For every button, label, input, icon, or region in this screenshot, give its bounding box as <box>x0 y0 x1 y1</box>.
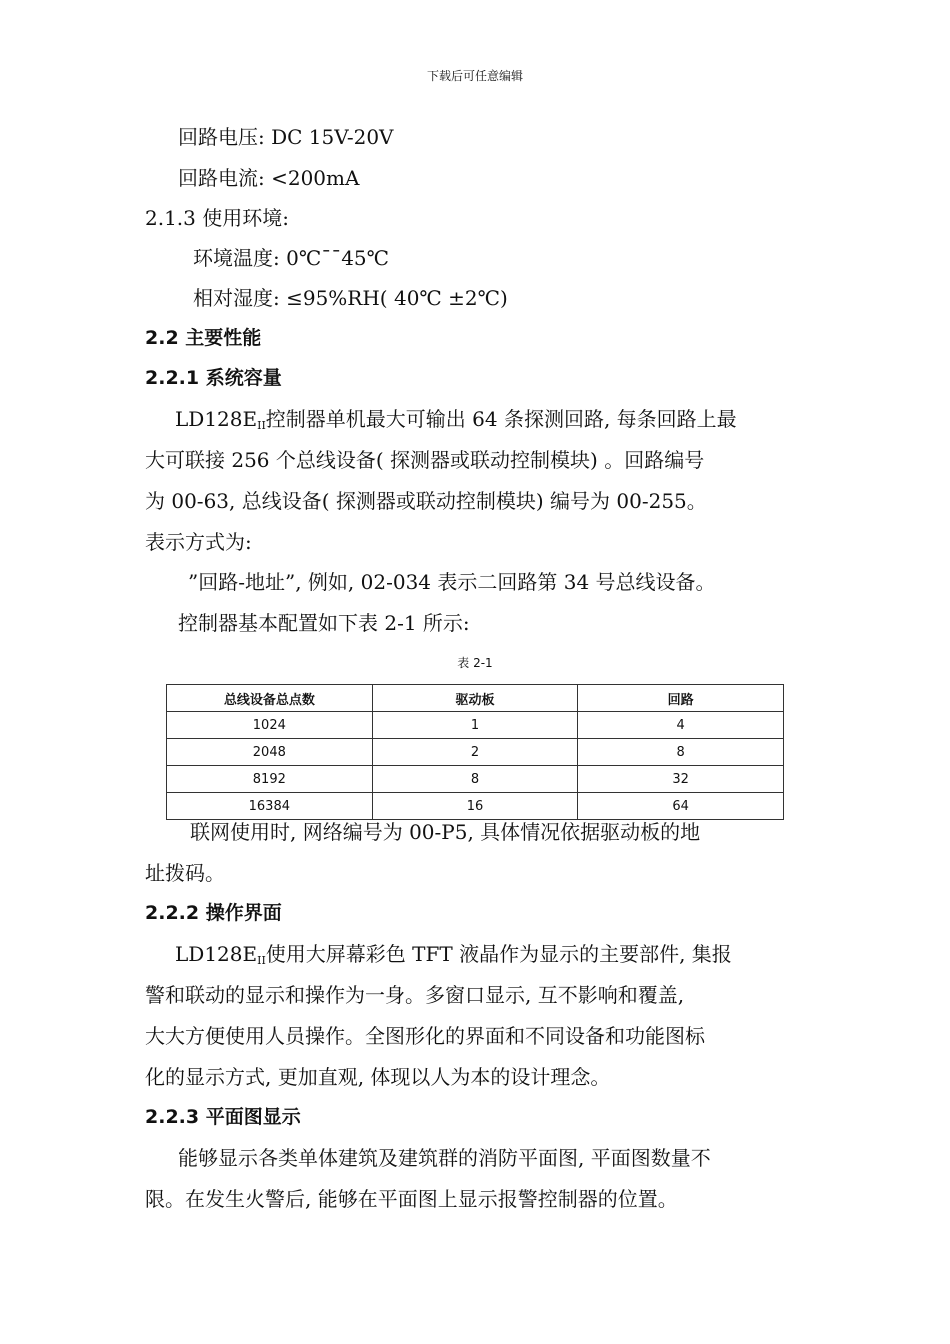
paragraph-text: 控制器单机最大可输出 64 条探测回路, 每条回路上最 <box>265 407 737 431</box>
table-row <box>167 712 784 739</box>
section-2-2-1-heading: 2.2.1 系统容量 <box>145 367 282 389</box>
table-cell: 8 <box>372 766 578 793</box>
table-row <box>167 793 784 820</box>
table-header-cell: 驱动板 <box>372 685 578 712</box>
table-cell: 64 <box>578 793 784 820</box>
paragraph-ui-line-1 <box>175 940 732 975</box>
table-header-row <box>167 685 784 712</box>
paragraph-capacity-line-2: 大可联接 256 个总线设备( 探测器或联动控制模块) 。回路编号 <box>145 448 705 472</box>
table-cell: 1 <box>372 712 578 739</box>
paragraph-ui-line-4: 化的显示方式, 更加直观, 体现以人为本的设计理念。 <box>145 1065 611 1089</box>
model-subscript: II <box>257 419 266 432</box>
page-header: 下载后可任意编辑 <box>426 69 523 83</box>
table-cell: 16 <box>372 793 578 820</box>
model-subscript: II <box>257 954 266 967</box>
network-line-1: 联网使用时, 网络编号为 00-P5, 具体情况依据驱动板的地 <box>190 820 701 844</box>
paragraph-capacity-line-1 <box>175 405 737 440</box>
table-cell: 8 <box>578 739 784 766</box>
config-table <box>166 684 784 820</box>
table-row <box>167 739 784 766</box>
table-cell: 1024 <box>167 712 373 739</box>
relative-humidity-line: 相对湿度: ≤95%RH( 40℃ ±2℃) <box>193 286 508 310</box>
table-cell: 4 <box>578 712 784 739</box>
table-header-cell: 回路 <box>578 685 784 712</box>
table-cell: 32 <box>578 766 784 793</box>
table-header-cell: 总线设备总点数 <box>167 685 373 712</box>
loop-current-line: 回路电流: <200mA <box>178 166 360 190</box>
paragraph-capacity-line-3: 为 00-63, 总线设备( 探测器或联动控制模块) 编号为 00-255。 <box>145 489 707 513</box>
paragraph-text: 使用大屏幕彩色 TFT 液晶作为显示的主要部件, 集报 <box>265 942 732 966</box>
address-format-line: ”回路-地址”, 例如, 02-034 表示二回路第 34 号总线设备。 <box>188 570 716 594</box>
section-2-2-2-heading: 2.2.2 操作界面 <box>145 902 282 924</box>
table-cell: 16384 <box>167 793 373 820</box>
section-2-1-3-heading: 2.1.3 使用环境: <box>145 206 289 230</box>
table-row <box>167 766 784 793</box>
paragraph-floorplan-line-2: 限。在发生火警后, 能够在平面图上显示报警控制器的位置。 <box>145 1187 678 1211</box>
paragraph-floorplan-line-1: 能够显示各类单体建筑及建筑群的消防平面图, 平面图数量不 <box>178 1146 711 1170</box>
env-temperature-line: 环境温度: 0℃¯¯45℃ <box>193 246 390 270</box>
config-intro-line: 控制器基本配置如下表 2-1 所示: <box>178 611 470 635</box>
paragraph-capacity-line-4: 表示方式为: <box>145 530 252 554</box>
model-name: LD128E <box>175 942 258 966</box>
paragraph-ui-line-3: 大大方便使用人员操作。全图形化的界面和不同设备和功能图标 <box>145 1024 705 1048</box>
model-name: LD128E <box>175 407 258 431</box>
network-line-2: 址拨码。 <box>145 861 225 885</box>
table-cell: 8192 <box>167 766 373 793</box>
table-cell: 2 <box>372 739 578 766</box>
table-cell: 2048 <box>167 739 373 766</box>
table-caption: 表 2-1 <box>457 656 493 670</box>
paragraph-ui-line-2: 警和联动的显示和操作为一身。多窗口显示, 互不影响和覆盖, <box>145 983 685 1007</box>
loop-voltage-line: 回路电压: DC 15V-20V <box>178 125 394 149</box>
section-2-2-heading: 2.2 主要性能 <box>145 327 262 349</box>
section-2-2-3-heading: 2.2.3 平面图显示 <box>145 1106 301 1128</box>
